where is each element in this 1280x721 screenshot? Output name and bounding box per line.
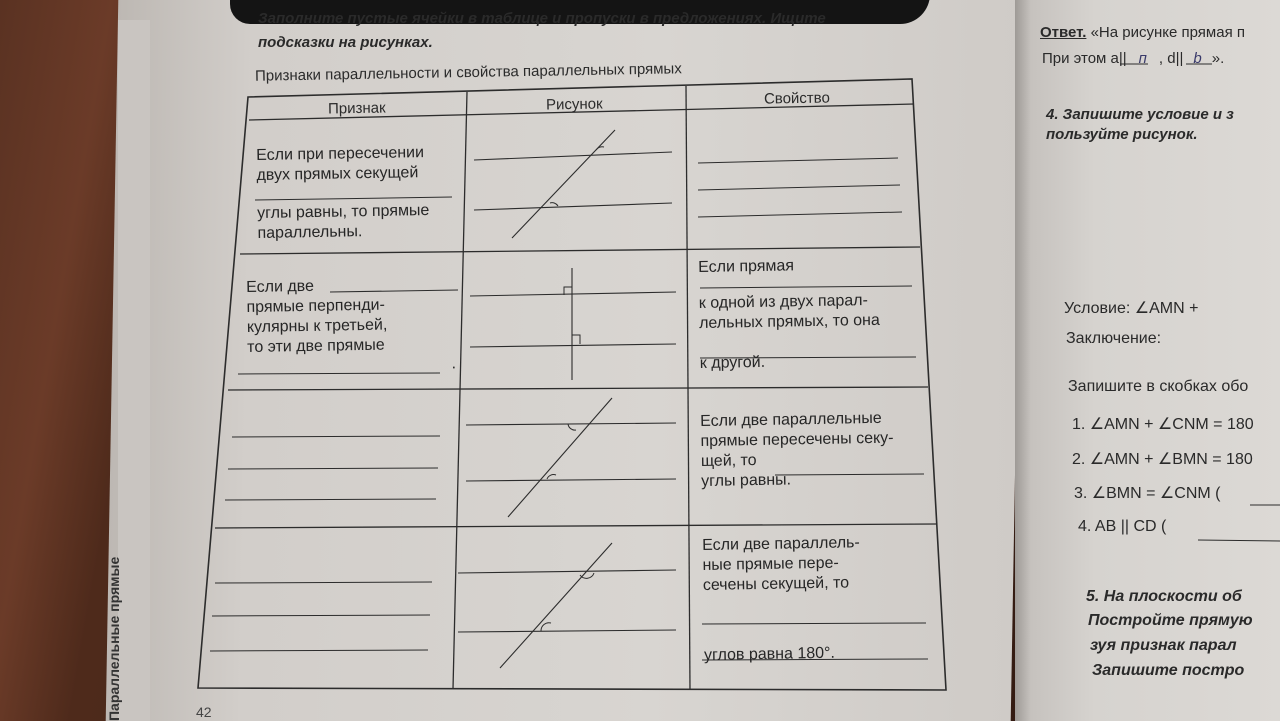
instruction-line-1: Заполните пустые ячейки в таблице и пропуски в предложениях. Ищите bbox=[258, 10, 826, 27]
handwriting-answer-2: b bbox=[1193, 50, 1202, 67]
header-criterion: Признак bbox=[327, 99, 386, 118]
task5-line-2: Постройте прямую bbox=[1088, 612, 1253, 629]
header-figure: Рисунок bbox=[545, 95, 603, 114]
table-title: Признаки параллельности и свойства параллельных прямых bbox=[254, 60, 682, 85]
task5-line-1: 5. На плоскости об bbox=[1086, 588, 1242, 605]
row2-criterion: Если две прямые перпенди- кулярны к третьей, то эти две прямые . bbox=[246, 277, 457, 373]
row3-property: Если две параллельные прямые пересечены секу- щей, то углы равны. bbox=[700, 409, 894, 490]
brackets-intro: Запишите в скобках обо bbox=[1068, 378, 1249, 395]
task4-line-1: 4. Запишите условие и з bbox=[1046, 106, 1234, 123]
row-divider-2 bbox=[228, 387, 928, 390]
conclusion-label: Заключение: bbox=[1066, 330, 1162, 347]
page-number: 42 bbox=[196, 704, 212, 720]
answer-line-1: Ответ. «На рисунке прямая п bbox=[1040, 24, 1245, 41]
section-side-label: Параллельные прямые bbox=[106, 556, 122, 721]
row-divider-1 bbox=[240, 247, 920, 254]
handwriting-answer-1: п bbox=[1138, 50, 1147, 67]
header-property: Свойство bbox=[763, 89, 831, 108]
row2-property: Если прямая к одной из двух парал- лельных прямых, то она к другой. bbox=[698, 257, 880, 372]
row-divider-3 bbox=[215, 524, 936, 528]
instruction-line-2: подсказки на рисунках. bbox=[258, 34, 433, 51]
task4-line-2: пользуйте рисунок. bbox=[1046, 126, 1198, 143]
task5-line-4: Запишите постро bbox=[1092, 662, 1245, 679]
right-item-3: 3. ∠BMN = ∠CNM ( bbox=[1074, 485, 1221, 502]
right-item-2: 2. ∠AMN + ∠BMN = 180 bbox=[1072, 451, 1253, 468]
row4-property: Если две параллель- ные прямые пере- сечены секущей, то углов равна 180°. bbox=[702, 534, 860, 664]
right-item-1: 1. ∠AMN + ∠CNM = 180 bbox=[1072, 416, 1254, 433]
condition-label: Условие: ∠AMN + bbox=[1064, 300, 1199, 317]
right-item-4: 4. AB || CD ( bbox=[1078, 518, 1167, 535]
answer-line-2: При этом a|| п , d|| b ». bbox=[1042, 50, 1225, 67]
task5-line-3: зуя признак парал bbox=[1090, 637, 1237, 654]
row1-criterion: Если при пересечении двух прямых секущей углы равны, то прямые параллельны. bbox=[256, 144, 430, 242]
